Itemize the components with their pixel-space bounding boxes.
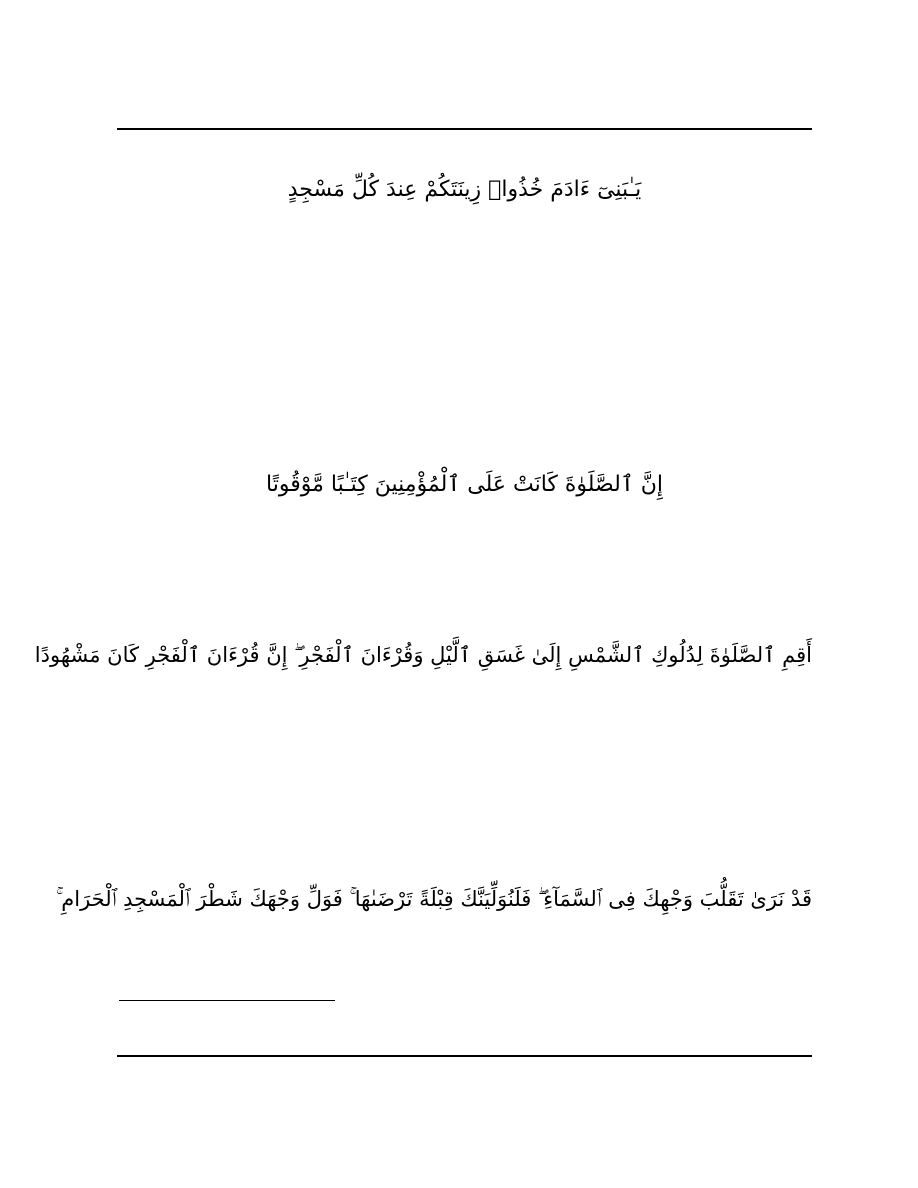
verse-line-2: إِنَّ ٱلصَّلَوٰةَ كَانَتْ عَلَى ٱلْمُؤْمِنِينَ كِتَـٰبًا مَّوْقُوتًا — [266, 472, 663, 497]
header-rule — [117, 128, 812, 130]
verse-line-1: يَـٰبَنِىٓ ءَادَمَ خُذُوا۟ زِينَتَكُمْ عِندَ كُلِّ مَسْجِدٍ — [287, 177, 642, 202]
footnote-separator — [119, 1000, 335, 1001]
verse-line-3: أَقِمِ ٱلصَّلَوٰةَ لِدُلُوكِ ٱلشَّمْسِ إِلَىٰ غَسَقِ ٱلَّيْلِ وَقُرْءَانَ ٱلْفَجْرِ ۖ إِنَّ قُرْءَانَ ٱلْفَجْرِ كَانَ مَشْهُودًا — [34, 643, 812, 667]
verse-line-4: قَدْ نَرَىٰ تَقَلُّبَ وَجْهِكَ فِى ٱلسَّمَآءِ ۖ فَلَنُوَلِّيَنَّكَ قِبْلَةً تَرْضَىٰهَا ۚ فَوَلِّ وَجْهَكَ شَطْرَ ٱلْمَسْجِدِ ٱلْحَرَامِ ۚ — [55, 887, 812, 911]
footer-rule — [117, 1055, 812, 1057]
